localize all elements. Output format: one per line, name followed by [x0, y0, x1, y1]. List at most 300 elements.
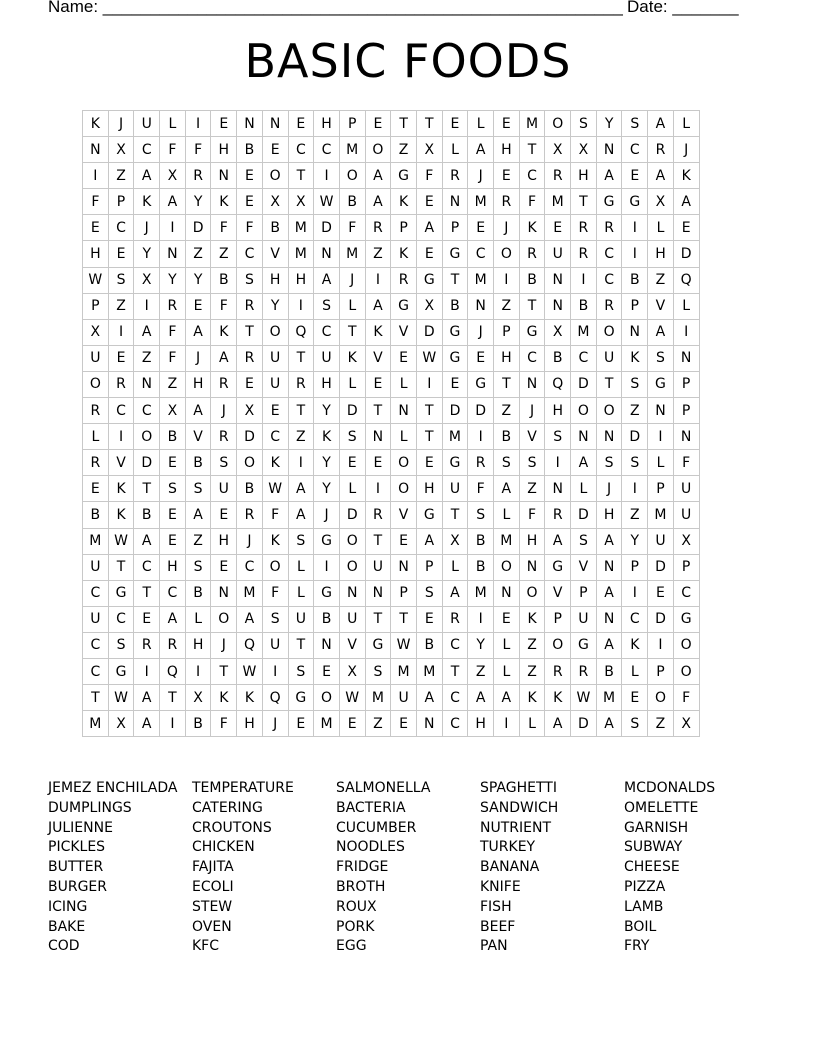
grid-cell[interactable]: B [494, 424, 520, 450]
grid-cell[interactable]: E [211, 111, 237, 137]
grid-cell[interactable]: E [211, 502, 237, 528]
grid-cell[interactable]: J [596, 476, 622, 502]
grid-cell[interactable]: G [442, 241, 468, 267]
grid-cell[interactable]: K [339, 345, 365, 371]
grid-cell[interactable]: F [262, 580, 288, 606]
grid-cell[interactable]: U [262, 345, 288, 371]
grid-cell[interactable]: R [571, 658, 597, 684]
grid-cell[interactable]: N [365, 424, 391, 450]
grid-cell[interactable]: F [83, 189, 109, 215]
grid-cell[interactable]: X [442, 528, 468, 554]
grid-cell[interactable]: A [185, 502, 211, 528]
grid-cell[interactable]: A [596, 632, 622, 658]
grid-cell[interactable]: Z [108, 163, 134, 189]
grid-cell[interactable]: P [648, 658, 674, 684]
grid-cell[interactable]: P [622, 554, 648, 580]
grid-cell[interactable]: I [494, 711, 520, 737]
grid-cell[interactable]: Z [365, 241, 391, 267]
grid-cell[interactable]: S [185, 554, 211, 580]
grid-cell[interactable]: K [519, 606, 545, 632]
grid-cell[interactable]: B [519, 267, 545, 293]
grid-cell[interactable]: E [648, 580, 674, 606]
grid-cell[interactable]: Y [314, 450, 340, 476]
grid-cell[interactable]: E [416, 450, 442, 476]
grid-cell[interactable]: S [622, 450, 648, 476]
grid-cell[interactable]: N [596, 554, 622, 580]
grid-cell[interactable]: J [314, 502, 340, 528]
grid-cell[interactable]: G [288, 685, 314, 711]
grid-cell[interactable]: G [596, 189, 622, 215]
grid-cell[interactable]: A [365, 293, 391, 319]
grid-cell[interactable]: J [494, 215, 520, 241]
grid-cell[interactable]: I [365, 476, 391, 502]
grid-cell[interactable]: Q [262, 685, 288, 711]
grid-cell[interactable]: B [83, 502, 109, 528]
grid-cell[interactable]: C [442, 711, 468, 737]
grid-cell[interactable]: S [622, 111, 648, 137]
grid-cell[interactable]: X [673, 711, 699, 737]
grid-cell[interactable]: A [648, 319, 674, 345]
grid-cell[interactable]: R [545, 502, 571, 528]
grid-cell[interactable]: M [442, 424, 468, 450]
grid-cell[interactable]: L [648, 450, 674, 476]
grid-cell[interactable]: C [134, 398, 160, 424]
grid-cell[interactable]: C [442, 685, 468, 711]
grid-cell[interactable]: W [108, 528, 134, 554]
grid-cell[interactable]: B [416, 632, 442, 658]
grid-cell[interactable]: L [494, 658, 520, 684]
grid-cell[interactable]: A [211, 345, 237, 371]
grid-cell[interactable]: A [596, 580, 622, 606]
grid-cell[interactable]: M [83, 528, 109, 554]
grid-cell[interactable]: E [211, 554, 237, 580]
grid-cell[interactable]: Q [673, 267, 699, 293]
grid-cell[interactable]: Y [185, 267, 211, 293]
grid-cell[interactable]: E [365, 450, 391, 476]
grid-cell[interactable]: E [288, 711, 314, 737]
grid-cell[interactable]: E [391, 528, 417, 554]
grid-cell[interactable]: K [391, 241, 417, 267]
grid-cell[interactable]: A [494, 476, 520, 502]
grid-cell[interactable]: R [237, 345, 263, 371]
grid-cell[interactable]: C [83, 580, 109, 606]
grid-cell[interactable]: K [314, 424, 340, 450]
grid-cell[interactable]: F [211, 293, 237, 319]
grid-cell[interactable]: Z [160, 371, 186, 397]
grid-cell[interactable]: N [416, 711, 442, 737]
grid-cell[interactable]: E [83, 476, 109, 502]
grid-cell[interactable]: B [314, 606, 340, 632]
grid-cell[interactable]: P [83, 293, 109, 319]
grid-cell[interactable]: N [519, 371, 545, 397]
grid-cell[interactable]: R [160, 293, 186, 319]
grid-cell[interactable]: X [545, 319, 571, 345]
grid-cell[interactable]: A [365, 189, 391, 215]
grid-cell[interactable]: R [494, 189, 520, 215]
grid-cell[interactable]: I [468, 606, 494, 632]
grid-cell[interactable]: E [262, 398, 288, 424]
grid-cell[interactable]: J [468, 319, 494, 345]
grid-cell[interactable]: I [416, 371, 442, 397]
grid-cell[interactable]: G [545, 554, 571, 580]
grid-cell[interactable]: C [314, 319, 340, 345]
grid-cell[interactable]: T [442, 502, 468, 528]
grid-cell[interactable]: C [108, 606, 134, 632]
grid-cell[interactable]: N [673, 345, 699, 371]
grid-cell[interactable]: E [83, 215, 109, 241]
grid-cell[interactable]: O [211, 606, 237, 632]
grid-cell[interactable]: Q [160, 658, 186, 684]
grid-cell[interactable]: X [83, 319, 109, 345]
grid-cell[interactable]: Y [134, 241, 160, 267]
grid-cell[interactable]: E [237, 371, 263, 397]
grid-cell[interactable]: T [365, 398, 391, 424]
grid-cell[interactable]: O [596, 398, 622, 424]
grid-cell[interactable]: C [134, 137, 160, 163]
grid-cell[interactable]: X [416, 137, 442, 163]
grid-cell[interactable]: M [648, 502, 674, 528]
grid-cell[interactable]: L [160, 111, 186, 137]
grid-cell[interactable]: T [519, 293, 545, 319]
grid-cell[interactable]: E [468, 345, 494, 371]
grid-cell[interactable]: O [339, 163, 365, 189]
grid-cell[interactable]: S [185, 476, 211, 502]
grid-cell[interactable]: I [545, 450, 571, 476]
grid-cell[interactable]: B [185, 450, 211, 476]
grid-cell[interactable]: K [519, 215, 545, 241]
grid-cell[interactable]: S [108, 632, 134, 658]
grid-cell[interactable]: I [160, 711, 186, 737]
grid-cell[interactable]: S [288, 658, 314, 684]
grid-cell[interactable]: S [339, 424, 365, 450]
grid-cell[interactable]: D [571, 502, 597, 528]
grid-cell[interactable]: X [673, 528, 699, 554]
grid-cell[interactable]: T [237, 319, 263, 345]
grid-cell[interactable]: M [519, 111, 545, 137]
grid-cell[interactable]: S [519, 450, 545, 476]
grid-cell[interactable]: P [622, 293, 648, 319]
grid-cell[interactable]: L [571, 476, 597, 502]
grid-cell[interactable]: D [673, 241, 699, 267]
grid-cell[interactable]: O [339, 528, 365, 554]
grid-cell[interactable]: N [134, 371, 160, 397]
grid-cell[interactable]: L [288, 580, 314, 606]
grid-cell[interactable]: H [519, 528, 545, 554]
grid-cell[interactable]: K [108, 476, 134, 502]
grid-cell[interactable]: I [648, 424, 674, 450]
grid-cell[interactable]: Y [596, 111, 622, 137]
grid-cell[interactable]: Q [545, 371, 571, 397]
grid-cell[interactable]: I [108, 424, 134, 450]
grid-cell[interactable]: O [262, 319, 288, 345]
grid-cell[interactable]: I [571, 267, 597, 293]
grid-cell[interactable]: E [160, 450, 186, 476]
grid-cell[interactable]: A [596, 711, 622, 737]
grid-cell[interactable]: G [468, 371, 494, 397]
grid-cell[interactable]: B [571, 293, 597, 319]
grid-cell[interactable]: N [519, 554, 545, 580]
grid-cell[interactable]: R [596, 293, 622, 319]
grid-cell[interactable]: M [314, 711, 340, 737]
grid-cell[interactable]: C [596, 241, 622, 267]
grid-cell[interactable]: S [237, 267, 263, 293]
grid-cell[interactable]: V [545, 580, 571, 606]
grid-cell[interactable]: I [314, 163, 340, 189]
grid-cell[interactable]: J [185, 345, 211, 371]
grid-cell[interactable]: I [314, 554, 340, 580]
grid-cell[interactable]: Z [365, 711, 391, 737]
grid-cell[interactable]: S [622, 711, 648, 737]
grid-cell[interactable]: K [108, 502, 134, 528]
grid-cell[interactable]: G [442, 450, 468, 476]
grid-cell[interactable]: E [365, 111, 391, 137]
grid-cell[interactable]: I [494, 267, 520, 293]
grid-cell[interactable]: Z [468, 658, 494, 684]
grid-cell[interactable]: M [571, 319, 597, 345]
grid-cell[interactable]: L [673, 293, 699, 319]
grid-cell[interactable]: S [416, 580, 442, 606]
grid-cell[interactable]: A [468, 137, 494, 163]
grid-cell[interactable]: C [262, 424, 288, 450]
grid-cell[interactable]: F [673, 685, 699, 711]
grid-cell[interactable]: J [519, 398, 545, 424]
grid-cell[interactable]: D [416, 319, 442, 345]
grid-cell[interactable]: T [288, 163, 314, 189]
grid-cell[interactable]: C [622, 606, 648, 632]
grid-cell[interactable]: Z [108, 293, 134, 319]
grid-cell[interactable]: B [468, 554, 494, 580]
grid-cell[interactable]: N [545, 293, 571, 319]
grid-cell[interactable]: J [468, 163, 494, 189]
grid-cell[interactable]: T [365, 528, 391, 554]
grid-cell[interactable]: F [519, 502, 545, 528]
grid-cell[interactable]: X [160, 163, 186, 189]
grid-cell[interactable]: N [622, 319, 648, 345]
grid-cell[interactable]: N [314, 241, 340, 267]
grid-cell[interactable]: I [83, 163, 109, 189]
grid-cell[interactable]: T [442, 658, 468, 684]
grid-cell[interactable]: E [416, 241, 442, 267]
grid-cell[interactable]: U [442, 476, 468, 502]
grid-cell[interactable]: R [442, 163, 468, 189]
grid-cell[interactable]: U [365, 554, 391, 580]
grid-cell[interactable]: N [596, 137, 622, 163]
grid-cell[interactable]: C [468, 241, 494, 267]
grid-cell[interactable]: D [571, 371, 597, 397]
grid-cell[interactable]: B [596, 658, 622, 684]
grid-cell[interactable]: U [545, 241, 571, 267]
grid-cell[interactable]: T [365, 606, 391, 632]
grid-cell[interactable]: O [391, 450, 417, 476]
grid-cell[interactable]: B [622, 267, 648, 293]
grid-cell[interactable]: X [185, 685, 211, 711]
grid-cell[interactable]: S [571, 111, 597, 137]
grid-cell[interactable]: X [237, 398, 263, 424]
grid-cell[interactable]: I [108, 319, 134, 345]
grid-cell[interactable]: V [262, 241, 288, 267]
grid-cell[interactable]: O [262, 554, 288, 580]
grid-cell[interactable]: K [83, 111, 109, 137]
grid-cell[interactable]: X [108, 711, 134, 737]
grid-cell[interactable]: Y [160, 267, 186, 293]
grid-cell[interactable]: N [339, 580, 365, 606]
grid-cell[interactable]: Q [288, 319, 314, 345]
grid-cell[interactable]: B [185, 580, 211, 606]
grid-cell[interactable]: B [185, 711, 211, 737]
grid-cell[interactable]: N [468, 293, 494, 319]
grid-cell[interactable]: I [185, 658, 211, 684]
grid-cell[interactable]: Z [648, 267, 674, 293]
grid-cell[interactable]: H [185, 632, 211, 658]
grid-cell[interactable]: X [160, 398, 186, 424]
grid-cell[interactable]: K [237, 685, 263, 711]
grid-cell[interactable]: V [648, 293, 674, 319]
grid-cell[interactable]: X [288, 189, 314, 215]
grid-cell[interactable]: Z [185, 241, 211, 267]
grid-cell[interactable]: Z [519, 476, 545, 502]
grid-cell[interactable]: Q [237, 632, 263, 658]
grid-cell[interactable]: A [288, 502, 314, 528]
grid-cell[interactable]: C [442, 632, 468, 658]
grid-cell[interactable]: Y [468, 632, 494, 658]
grid-cell[interactable]: E [442, 111, 468, 137]
grid-cell[interactable]: U [571, 606, 597, 632]
grid-cell[interactable]: I [262, 658, 288, 684]
grid-cell[interactable]: H [571, 163, 597, 189]
grid-cell[interactable]: A [673, 189, 699, 215]
grid-cell[interactable]: R [442, 606, 468, 632]
grid-cell[interactable]: F [160, 137, 186, 163]
grid-cell[interactable]: Z [519, 658, 545, 684]
grid-cell[interactable]: S [571, 528, 597, 554]
grid-cell[interactable]: H [468, 711, 494, 737]
grid-cell[interactable]: X [339, 658, 365, 684]
grid-cell[interactable]: J [108, 111, 134, 137]
grid-cell[interactable]: H [160, 554, 186, 580]
grid-cell[interactable]: K [211, 319, 237, 345]
grid-cell[interactable]: R [365, 215, 391, 241]
grid-cell[interactable]: R [237, 293, 263, 319]
grid-cell[interactable]: L [288, 554, 314, 580]
grid-cell[interactable]: K [365, 319, 391, 345]
grid-cell[interactable]: T [288, 398, 314, 424]
grid-cell[interactable]: B [160, 424, 186, 450]
grid-cell[interactable]: Z [494, 293, 520, 319]
grid-cell[interactable]: N [211, 580, 237, 606]
grid-cell[interactable]: E [237, 189, 263, 215]
grid-cell[interactable]: O [391, 476, 417, 502]
grid-cell[interactable]: A [648, 111, 674, 137]
grid-cell[interactable]: R [596, 215, 622, 241]
grid-cell[interactable]: Z [134, 345, 160, 371]
grid-cell[interactable]: Y [314, 398, 340, 424]
grid-cell[interactable]: A [134, 711, 160, 737]
grid-cell[interactable]: E [108, 241, 134, 267]
grid-cell[interactable]: F [468, 476, 494, 502]
grid-cell[interactable]: A [314, 267, 340, 293]
grid-cell[interactable]: B [262, 215, 288, 241]
grid-cell[interactable]: D [134, 450, 160, 476]
grid-cell[interactable]: S [622, 371, 648, 397]
grid-cell[interactable]: U [314, 345, 340, 371]
grid-cell[interactable]: S [596, 450, 622, 476]
grid-cell[interactable]: O [494, 241, 520, 267]
grid-cell[interactable]: M [391, 658, 417, 684]
grid-cell[interactable]: I [134, 658, 160, 684]
grid-cell[interactable]: A [185, 398, 211, 424]
grid-cell[interactable]: P [494, 319, 520, 345]
grid-cell[interactable]: M [288, 241, 314, 267]
grid-cell[interactable]: K [545, 685, 571, 711]
grid-cell[interactable]: S [108, 267, 134, 293]
grid-cell[interactable]: Z [185, 528, 211, 554]
grid-cell[interactable]: A [545, 711, 571, 737]
grid-cell[interactable]: H [545, 398, 571, 424]
grid-cell[interactable]: X [416, 293, 442, 319]
grid-cell[interactable]: K [211, 685, 237, 711]
grid-cell[interactable]: H [416, 476, 442, 502]
grid-cell[interactable]: O [648, 685, 674, 711]
grid-cell[interactable]: R [365, 502, 391, 528]
grid-cell[interactable]: G [108, 580, 134, 606]
grid-cell[interactable]: I [648, 632, 674, 658]
grid-cell[interactable]: O [314, 685, 340, 711]
grid-cell[interactable]: L [673, 111, 699, 137]
grid-cell[interactable]: E [494, 606, 520, 632]
grid-cell[interactable]: B [339, 189, 365, 215]
grid-cell[interactable]: O [519, 580, 545, 606]
grid-cell[interactable]: T [160, 685, 186, 711]
grid-cell[interactable]: N [365, 580, 391, 606]
grid-cell[interactable]: R [83, 398, 109, 424]
grid-cell[interactable]: R [571, 215, 597, 241]
grid-cell[interactable]: L [391, 371, 417, 397]
grid-cell[interactable]: N [211, 163, 237, 189]
grid-cell[interactable]: U [648, 528, 674, 554]
grid-cell[interactable]: E [494, 111, 520, 137]
grid-cell[interactable]: R [545, 658, 571, 684]
grid-cell[interactable]: H [262, 267, 288, 293]
grid-cell[interactable]: D [571, 711, 597, 737]
grid-cell[interactable]: M [339, 137, 365, 163]
grid-cell[interactable]: M [237, 580, 263, 606]
grid-cell[interactable]: H [185, 371, 211, 397]
grid-cell[interactable]: O [545, 632, 571, 658]
grid-cell[interactable]: M [468, 189, 494, 215]
grid-cell[interactable]: F [339, 215, 365, 241]
grid-cell[interactable]: C [83, 658, 109, 684]
grid-cell[interactable]: T [288, 632, 314, 658]
grid-cell[interactable]: T [83, 685, 109, 711]
grid-cell[interactable]: P [108, 189, 134, 215]
grid-cell[interactable]: L [494, 502, 520, 528]
grid-cell[interactable]: A [365, 163, 391, 189]
grid-cell[interactable]: F [673, 450, 699, 476]
grid-cell[interactable]: X [134, 267, 160, 293]
grid-cell[interactable]: B [237, 476, 263, 502]
grid-cell[interactable]: E [442, 371, 468, 397]
grid-cell[interactable]: Y [622, 528, 648, 554]
grid-cell[interactable]: A [134, 685, 160, 711]
grid-cell[interactable]: K [134, 189, 160, 215]
grid-cell[interactable]: E [468, 215, 494, 241]
grid-cell[interactable]: L [494, 632, 520, 658]
grid-cell[interactable]: H [237, 711, 263, 737]
grid-cell[interactable]: H [314, 111, 340, 137]
grid-cell[interactable]: A [134, 528, 160, 554]
grid-cell[interactable]: L [83, 424, 109, 450]
grid-cell[interactable]: R [519, 241, 545, 267]
